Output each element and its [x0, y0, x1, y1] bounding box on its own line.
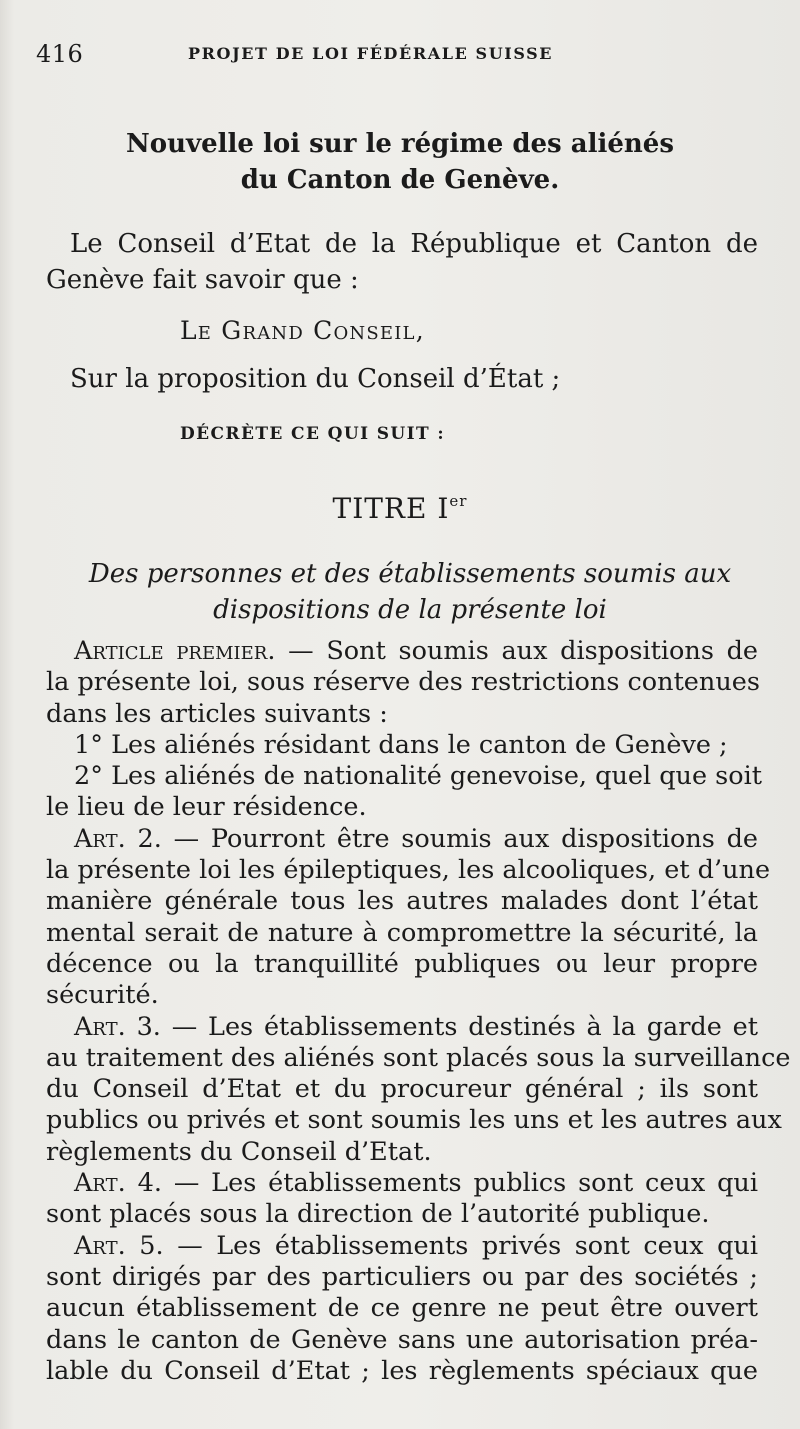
body-line: règlements du Conseil d’Etat.: [46, 1136, 432, 1167]
body-line: le lieu de leur résidence.: [46, 792, 367, 823]
articles-body: [46, 636, 791, 1387]
law-title-line-2: du Canton de Genève.: [240, 165, 560, 195]
titre-label: TITRE I: [332, 492, 450, 525]
body-line: lable du Conseil d’Etat ; les règlements spéciaux que: [46, 1355, 758, 1386]
body-line: décence ou la tranquillité publiques ou leur propre: [46, 948, 758, 979]
body-line: 2° Les aliénés de nationalité genevoise, quel que soit: [74, 761, 763, 792]
body-line: dans les articles suivants :: [46, 698, 388, 729]
body-line: mental serait de nature à compromettre la sécurité, la: [46, 917, 758, 948]
body-line: la présente loi, sous réserve des restrictions contenues: [46, 667, 760, 698]
article-label: Art. 4.: [74, 1168, 162, 1199]
law-title-line-1: Nouvelle loi sur le régime des aliénés: [126, 129, 674, 159]
body-line: sont placés sous la direction de l’autorité publique.: [46, 1199, 710, 1230]
body-line: du Conseil d’Etat et du procureur général ; ils sont: [46, 1074, 758, 1105]
body-line: sécurité.: [46, 980, 159, 1011]
law-title: [100, 126, 700, 198]
subtitle-line-2: dispositions de la présente loi: [213, 595, 607, 625]
article-label: Article premier.: [74, 636, 276, 666]
body-line: publics ou privés et sont soumis les uns et les autres aux: [46, 1105, 782, 1136]
intro-line-1: Le Conseil d’Etat de la République et Canton de: [70, 229, 758, 259]
intro-line-2: Genève fait savoir que :: [46, 265, 359, 295]
titre-heading: [0, 492, 800, 525]
body-line: au traitement des aliénés sont placés sous la surveillance: [46, 1042, 791, 1073]
subtitle-line-1: Des personnes et des établissements soumis aux: [88, 559, 732, 589]
body-line: manière générale tous les autres malades dont l’état: [46, 886, 758, 917]
body-line: Art. 5. — Les établissements privés sont ceux qui: [74, 1230, 758, 1261]
body-line: Art. 3. — Les établissements destinés à la garde et: [74, 1011, 758, 1042]
article-label: Art. 5.: [74, 1230, 164, 1261]
section-subtitle: [60, 556, 760, 628]
body-line: Art. 2. — Pourront être soumis aux dispositions de: [74, 823, 758, 854]
article-label: Art. 2.: [74, 823, 162, 854]
body-line: aucun établissement de ce genre ne peut être ouvert: [46, 1293, 758, 1324]
grand-conseil-heading: Le Grand Conseil,: [180, 316, 425, 345]
proposition-line: Sur la proposition du Conseil d’État ;: [70, 364, 561, 394]
article-label: Art. 3.: [74, 1011, 161, 1042]
body-line: 1° Les aliénés résidant dans le canton de Genève ;: [74, 729, 728, 760]
body-line: sont dirigés par des particuliers ou par des sociétés ;: [46, 1261, 758, 1292]
running-header: PROJET DE LOI FÉDÉRALE SUISSE: [188, 44, 554, 63]
intro-paragraph: [46, 226, 758, 298]
body-line: la présente loi les épileptiques, les alcooliques, et d’une: [46, 855, 771, 886]
body-line: Article premier. — Sont soumis aux dispositions de: [74, 636, 759, 666]
decrete-heading: DÉCRÈTE CE QUI SUIT :: [180, 424, 446, 444]
page-number: 416: [36, 40, 84, 68]
body-line: dans le canton de Genève sans une autorisation préa-: [46, 1324, 758, 1355]
body-line: Art. 4. — Les établissements publics sont ceux qui: [74, 1168, 758, 1199]
titre-superscript: er: [449, 492, 468, 510]
